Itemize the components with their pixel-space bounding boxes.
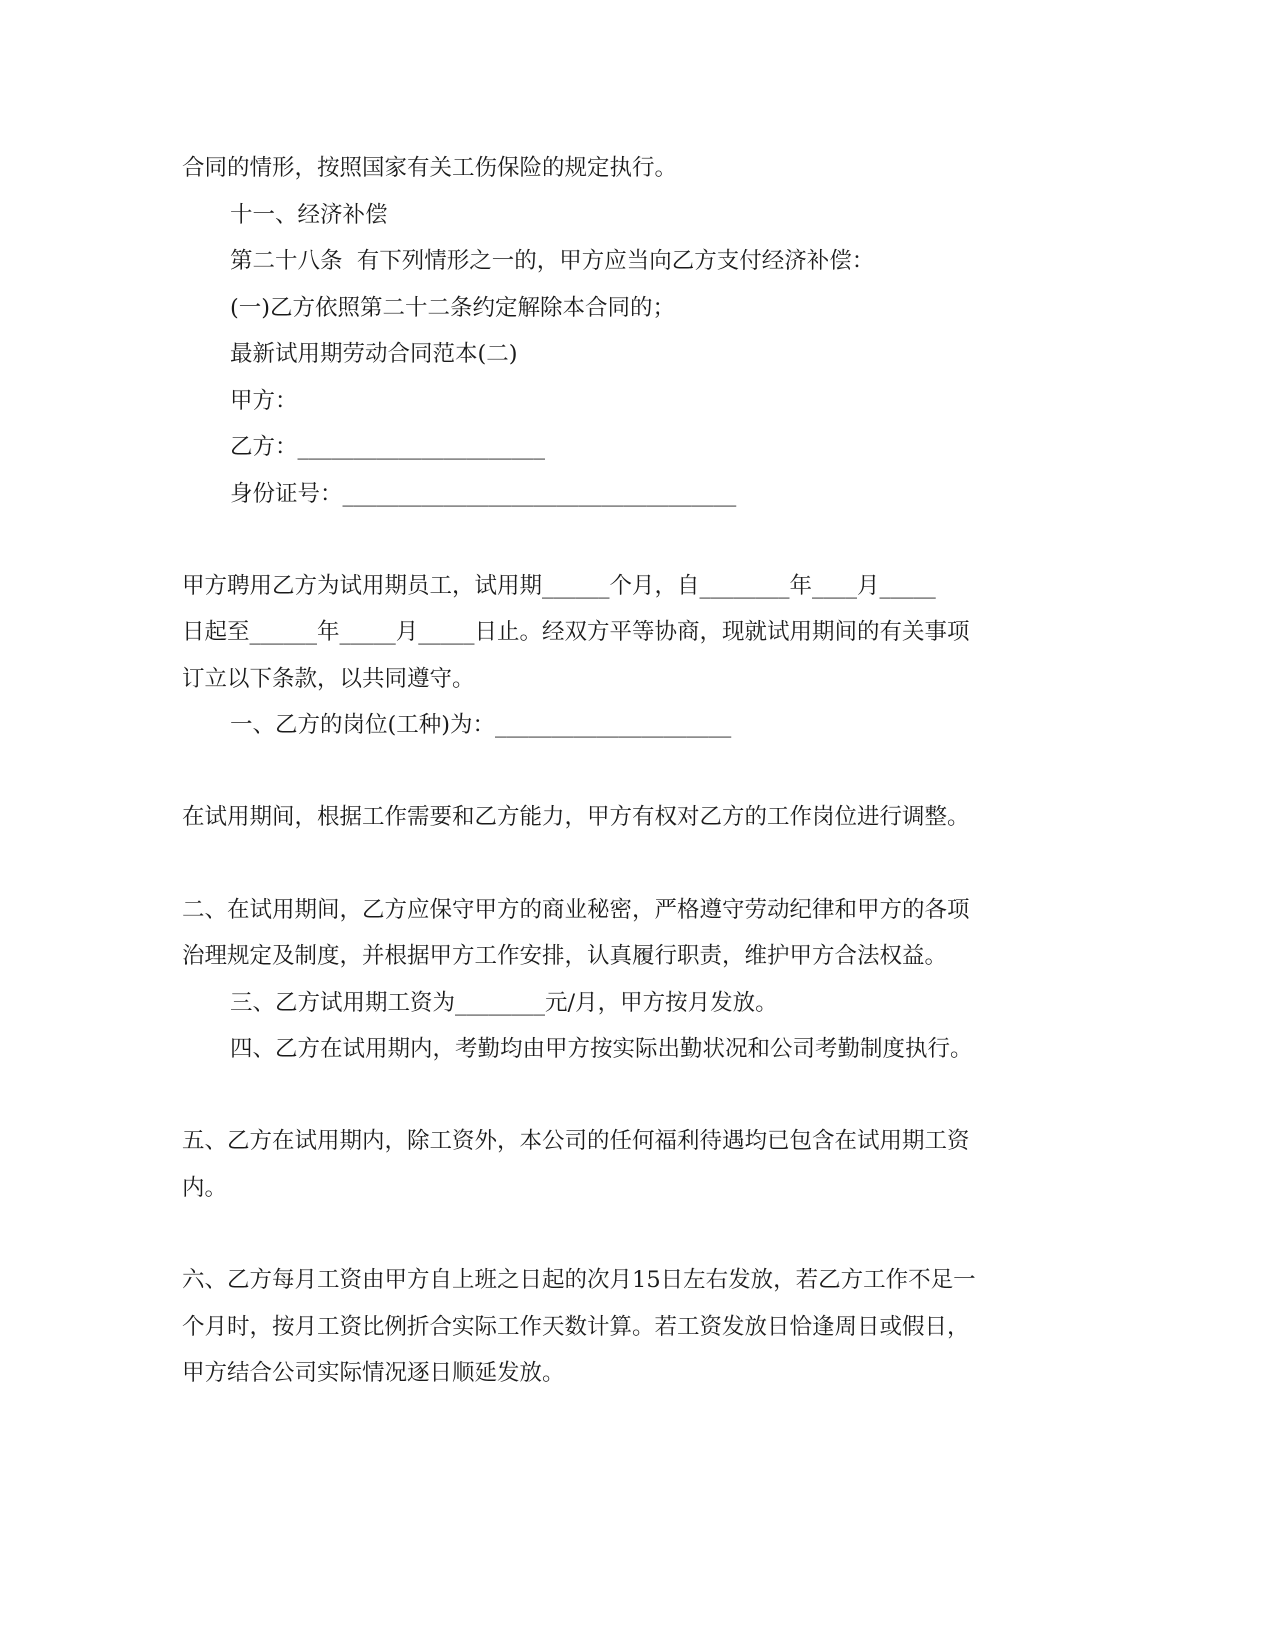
paragraph-line: 内。 — [182, 1175, 228, 1201]
paragraph-line: 甲方聘用乙方为试用期员工，试用期______个月，自________年____月_____ — [182, 573, 936, 599]
paragraph-line: 第二十八条 有下列情形之一的，甲方应当向乙方支付经济补偿： — [230, 248, 875, 274]
clause-line: 六、乙方每月工资由甲方自上班之日起的次月15日左右发放，若乙方工作不足一 — [182, 1267, 976, 1293]
section-heading: 十一、经济补偿 — [230, 202, 388, 228]
paragraph-line: 日起至______年_____月_____日止。经双方平等协商，现就试用期间的有关事项 — [182, 619, 970, 645]
paragraph-line: (一)乙方依照第二十二条约定解除本合同的； — [230, 295, 676, 321]
clause-line: 四、乙方在试用期内，考勤均由甲方按实际出勤状况和公司考勤制度执行。 — [230, 1036, 973, 1062]
paragraph-line: 甲方结合公司实际情况逐日顺延发放。 — [182, 1360, 565, 1386]
paragraph-line: 治理规定及制度，并根据甲方工作安排，认真履行职责，维护甲方合法权益。 — [182, 943, 948, 969]
clause-line: 五、乙方在试用期内，除工资外，本公司的任何福利待遇均已包含在试用期工资 — [182, 1128, 970, 1154]
clause-line: 二、在试用期间，乙方应保守甲方的商业秘密，严格遵守劳动纪律和甲方的各项 — [182, 897, 970, 923]
document-title: 最新试用期劳动合同范本(二) — [230, 341, 518, 367]
clause-line: 三、乙方试用期工资为________元/月，甲方按月发放。 — [230, 990, 778, 1016]
id-number-label: 身份证号：___________________________________ — [230, 481, 737, 507]
party-a-label: 甲方： — [230, 388, 298, 414]
paragraph-line: 在试用期间，根据工作需要和乙方能力，甲方有权对乙方的工作岗位进行调整。 — [182, 804, 970, 830]
paragraph-line: 个月时，按月工资比例折合实际工作天数计算。若工资发放日恰逢周日或假日， — [182, 1314, 970, 1340]
clause-line: 一、乙方的岗位(工种)为：_____________________ — [230, 712, 732, 738]
party-b-label: 乙方：______________________ — [230, 434, 546, 460]
paragraph-line: 合同的情形，按照国家有关工伤保险的规定执行。 — [182, 155, 678, 181]
paragraph-line: 订立以下条款，以共同遵守。 — [182, 666, 475, 692]
